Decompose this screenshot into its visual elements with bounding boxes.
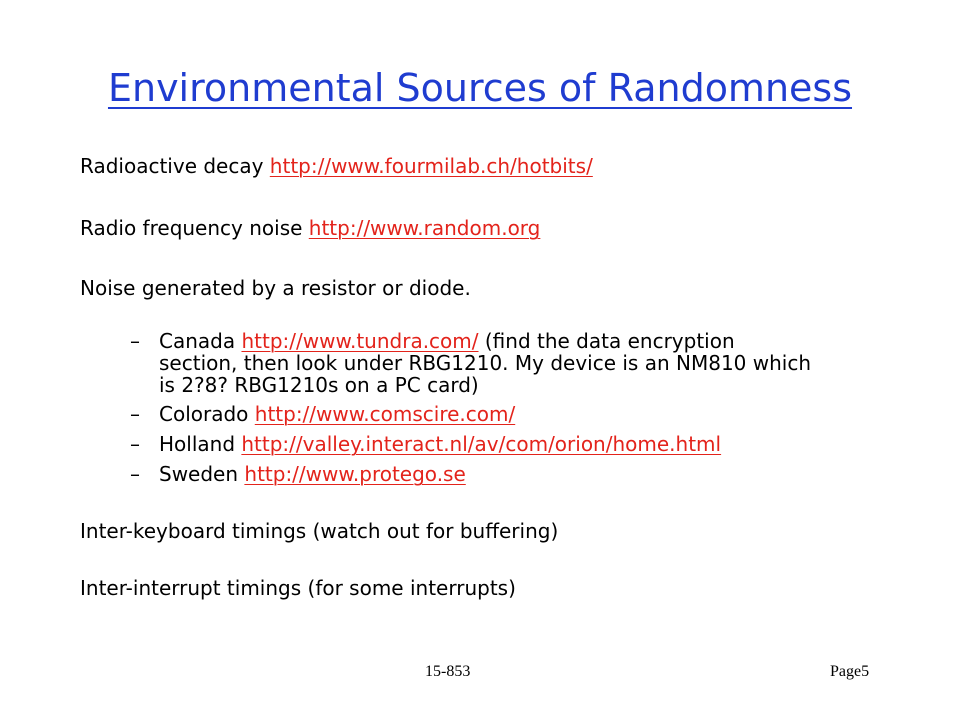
item-text: Radioactive decay	[80, 154, 270, 178]
link-random-org[interactable]: http://www.random.org	[308, 216, 541, 240]
dash-bullet: –	[130, 432, 140, 456]
item-text: Inter-keyboard timings (watch out for buffering)	[80, 519, 559, 543]
item-keyboard-timings	[80, 519, 558, 543]
subitem-text: Holland http://valley.interact.nl/av/com/orion/home.html	[159, 432, 722, 456]
link-protego[interactable]: http://www.protego.se	[244, 462, 466, 486]
slide-title: Environmental Sources of Randomness	[107, 66, 853, 110]
item-radio-frequency-noise	[80, 216, 540, 240]
subitem-text: is 2?8? RBG1210s on a PC card)	[159, 373, 479, 397]
link-valley-interact[interactable]: http://valley.interact.nl/av/com/orion/home.html	[241, 432, 722, 456]
item-resistor-noise	[80, 276, 471, 300]
subitem-text: Canada http://www.tundra.com/ (find the data encryption	[159, 329, 735, 353]
dash-bullet: –	[130, 402, 140, 426]
link-tundra[interactable]: http://www.tundra.com/	[241, 329, 479, 353]
item-radioactive-decay	[80, 154, 593, 178]
item-text: Inter-interrupt timings (for some interrupts)	[80, 576, 516, 600]
subitem-text: Colorado http://www.comscire.com/	[159, 402, 516, 426]
dash-bullet: –	[130, 462, 140, 486]
link-hotbits[interactable]: http://www.fourmilab.ch/hotbits/	[269, 154, 593, 178]
dash-bullet: –	[130, 329, 140, 353]
link-comscire[interactable]: http://www.comscire.com/	[254, 402, 516, 426]
subitem-text: Sweden http://www.protego.se	[159, 462, 466, 486]
item-interrupt-timings	[80, 576, 516, 600]
footer-course-number: 15-853	[425, 663, 471, 680]
subitem-text: section, then look under RBG1210. My device is an NM810 which	[159, 351, 812, 375]
item-text: Noise generated by a resistor or diode.	[80, 276, 471, 300]
item-text: Radio frequency noise	[80, 216, 309, 240]
footer-page-number: Page5	[830, 663, 870, 680]
